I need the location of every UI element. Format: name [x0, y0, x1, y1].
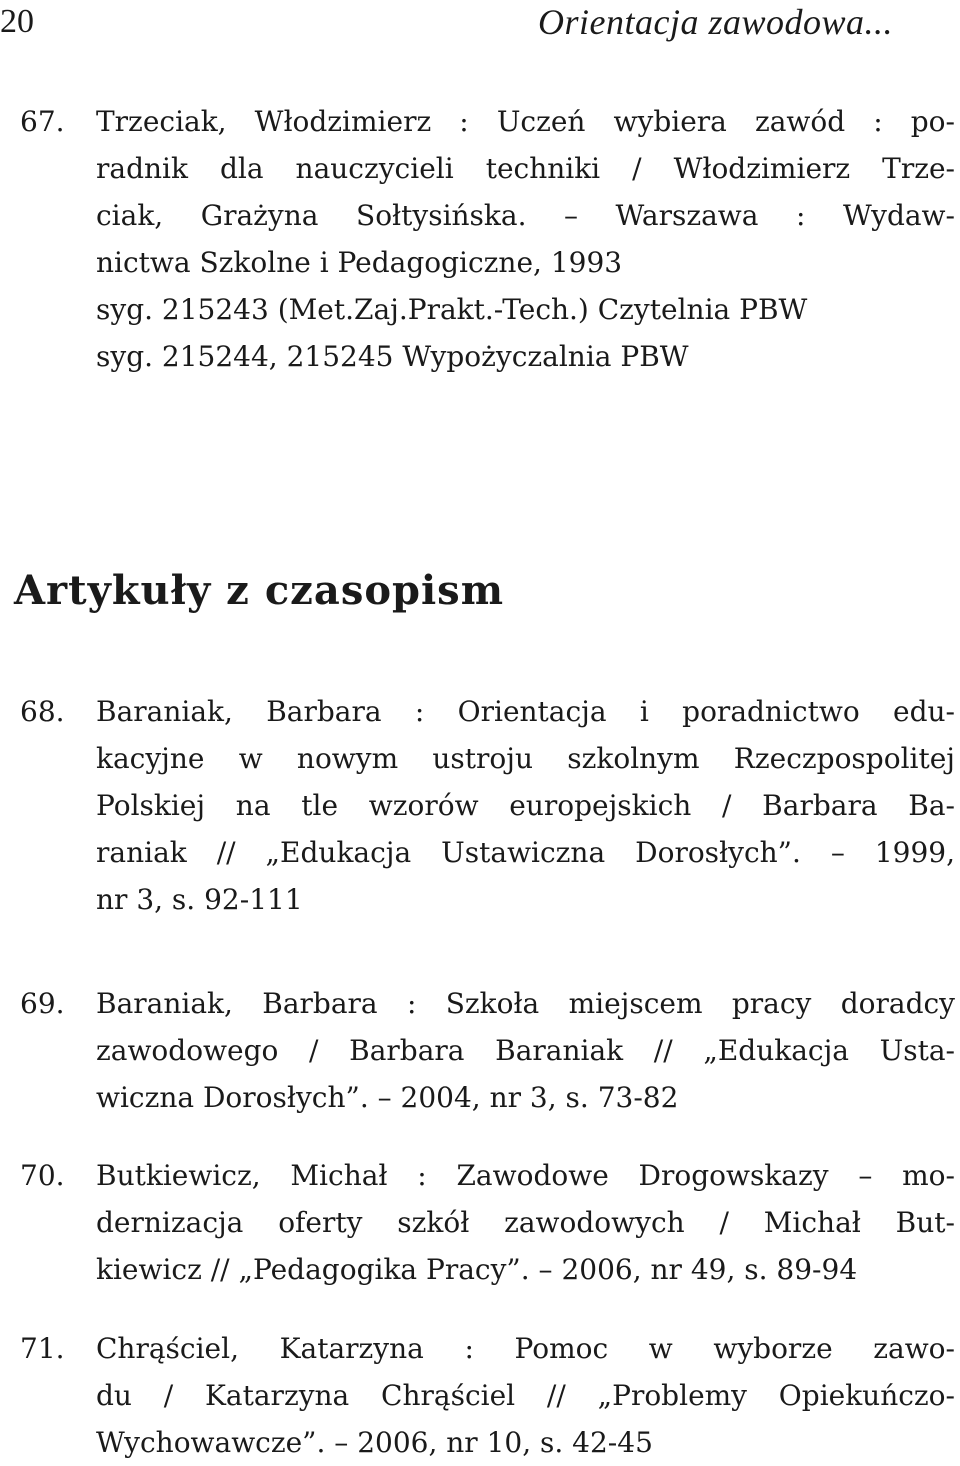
running-title: Orientacja zawodowa...	[538, 2, 894, 42]
bibliography-entry	[20, 98, 955, 380]
section-heading: Artykuły z czasopism	[14, 567, 505, 615]
bibliography-entry	[20, 688, 955, 923]
entry-line: Trzeciak, Włodzimierz : Uczeń wybiera zawód : po-	[96, 105, 955, 138]
page-number: 20	[0, 3, 34, 40]
entry-line: Baraniak, Barbara : Orientacja i poradnictwo edu-	[96, 695, 955, 728]
entry-line: Baraniak, Barbara : Szkoła miejscem pracy doradcy	[96, 987, 955, 1020]
entry-number: 71.	[20, 1332, 65, 1365]
entry-text	[96, 1152, 955, 1293]
entry-number: 67.	[20, 105, 65, 138]
entry-line: Polskiej na tle wzorów europejskich / Barbara Ba-	[96, 789, 955, 822]
entry-line: du / Katarzyna Chrąściel // „Problemy Opiekuńczo-	[96, 1379, 955, 1412]
entry-line: nictwa Szkolne i Pedagogiczne, 1993	[96, 246, 623, 279]
entry-line: raniak // „Edukacja Ustawiczna Dorosłych”. – 1999,	[96, 836, 955, 869]
entry-line: zawodowego / Barbara Baraniak // „Edukacja Usta-	[96, 1034, 955, 1067]
entry-line: nr 3, s. 92-111	[96, 883, 303, 916]
entry-text	[96, 1325, 955, 1466]
entry-line: kacyjne w nowym ustroju szkolnym Rzeczpospolitej	[96, 742, 955, 775]
page-header	[0, 0, 960, 48]
entry-line: Chrąściel, Katarzyna : Pomoc w wyborze zawo-	[96, 1332, 955, 1365]
entry-text	[96, 688, 955, 923]
entry-line: Wychowawcze”. – 2006, nr 10, s. 42-45	[96, 1426, 653, 1459]
entry-line: syg. 215244, 215245 Wypożyczalnia PBW	[96, 340, 689, 373]
entry-line: kiewicz // „Pedagogika Pracy”. – 2006, nr 49, s. 89-94	[96, 1253, 858, 1286]
entry-text	[96, 980, 955, 1121]
entry-number: 69.	[20, 987, 65, 1020]
entry-line: wiczna Dorosłych”. – 2004, nr 3, s. 73-82	[96, 1081, 679, 1114]
bibliography-entry	[20, 980, 955, 1121]
bibliography-entry	[20, 1152, 955, 1293]
entry-line: syg. 215243 (Met.Zaj.Prakt.-Tech.) Czytelnia PBW	[96, 293, 808, 326]
entry-text	[96, 98, 955, 380]
entry-line: ciak, Grażyna Sołtysińska. – Warszawa : Wydaw-	[96, 199, 955, 232]
entry-line: dernizacja oferty szkół zawodowych / Michał But-	[96, 1206, 955, 1239]
entry-number: 68.	[20, 695, 65, 728]
bibliography-entry	[20, 1325, 955, 1466]
entry-line: radnik dla nauczycieli techniki / Włodzimierz Trze-	[96, 152, 955, 185]
entry-number: 70.	[20, 1159, 65, 1192]
entry-line: Butkiewicz, Michał : Zawodowe Drogowskazy – mo-	[96, 1159, 955, 1192]
